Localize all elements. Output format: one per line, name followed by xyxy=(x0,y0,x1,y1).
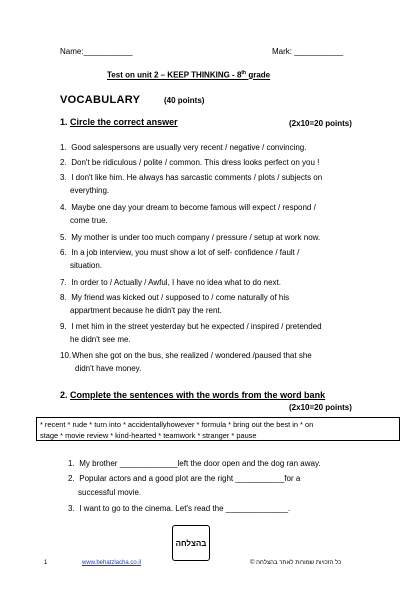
question-text: Good salespersons are usually very recent / negative / convincing. xyxy=(71,143,307,152)
question-text: My mother is under too much company / pressure / setup at work now. xyxy=(71,233,321,242)
question-4-continued: come true. xyxy=(70,216,108,225)
question-number: 3. xyxy=(60,173,67,182)
question-text: I don't like him. He always has sarcastic comments / plots / subjects on xyxy=(71,173,323,182)
question-3-continued: everything. xyxy=(70,186,110,195)
question-text: When she got on the bus, she realized / wondered /paused that she xyxy=(72,351,312,360)
question-9-continued: he didn't see me. xyxy=(70,335,131,344)
question-text: In a job interview, you must show a lot of self- confidence / fault / xyxy=(71,248,300,257)
question-9 xyxy=(60,321,322,333)
question-3 xyxy=(60,172,322,184)
section-1-number: 1. xyxy=(60,117,68,127)
question-8 xyxy=(60,292,289,304)
logo-text: בהצלחה xyxy=(175,538,207,548)
question-number: 1. xyxy=(60,143,67,152)
section-1-points: (2x10=20 points) xyxy=(289,119,352,128)
test-title-sup: th xyxy=(241,70,247,76)
test-title-end: grade xyxy=(246,70,271,80)
question-text: In order to / Actually / Awful, I have no idea what to do next. xyxy=(71,278,281,287)
question-10-continued: didn't have money. xyxy=(75,364,142,373)
question-7 xyxy=(60,277,281,289)
question-number: 2. xyxy=(60,158,67,167)
sentence-number: 3. xyxy=(68,504,75,513)
question-number: 4. xyxy=(60,203,67,212)
question-text: Maybe one day your dream to become famous will expect / respond / xyxy=(71,203,316,212)
page-number: 1 xyxy=(44,560,48,566)
sentence-text: Popular actors and a good plot are the right ___________for a xyxy=(79,474,301,483)
question-5 xyxy=(60,232,320,244)
word-bank-line-2: stage * movie review * kind-hearted * teamwork * stranger * pause xyxy=(40,431,257,440)
sentence-number: 1. xyxy=(68,459,75,468)
sentence-3 xyxy=(68,503,290,515)
section-2-number: 2. xyxy=(60,390,68,400)
sentence-text: My brother _____________left the door open and the dog ran away. xyxy=(79,459,321,468)
question-4 xyxy=(60,202,316,214)
behatzlacha-logo xyxy=(172,525,210,561)
question-6 xyxy=(60,247,299,259)
name-field-label: Name:___________ xyxy=(60,47,133,56)
question-number: 5. xyxy=(60,233,67,242)
section-2-points: (2x10=20 points) xyxy=(289,403,352,412)
question-6-continued: situation. xyxy=(70,261,103,270)
question-number: 8. xyxy=(60,293,67,302)
question-text: Don't be ridiculous / polite / common. This dress looks perfect on you ! xyxy=(71,158,320,167)
sentence-1 xyxy=(68,458,321,470)
sentence-number: 2. xyxy=(68,474,75,483)
question-number: 7. xyxy=(60,278,67,287)
question-text: My friend was kicked out / supposed to / come naturally of his xyxy=(71,293,290,302)
section-1-title: Circle the correct answer xyxy=(70,117,178,127)
question-number: 10. xyxy=(60,351,72,360)
copyright-notice: כל הזכויות שמורות לאתר בהצלחה © xyxy=(250,560,342,566)
website-link[interactable]: www.behatzlacha.co.il xyxy=(82,560,142,566)
sentence-text: I want to go to the cinema. Let's read the ______________. xyxy=(79,504,291,513)
section-1-heading xyxy=(60,117,178,127)
test-title xyxy=(107,70,270,80)
question-number: 9. xyxy=(60,322,67,331)
test-title-main: Test on unit 2 – KEEP THINKING - 8 xyxy=(107,70,242,80)
question-2 xyxy=(60,157,319,169)
vocabulary-points: (40 points) xyxy=(164,96,205,105)
question-text: I met him in the street yesterday but he expected / inspired / pretended xyxy=(71,322,322,331)
section-2-title: Complete the sentences with the words from the word bank xyxy=(70,390,326,400)
question-1 xyxy=(60,142,306,154)
question-8-continued: appartment because he didn't pay the rent. xyxy=(70,306,222,315)
vocabulary-heading: VOCABULARY xyxy=(60,94,141,106)
mark-field-label: Mark: ___________ xyxy=(272,47,344,56)
section-2-heading xyxy=(60,390,325,400)
question-10 xyxy=(60,350,312,362)
word-bank xyxy=(36,417,400,441)
word-bank-line-1: * recent * rude * turn into * accidentallyhowever * formula * bring out the best in * on xyxy=(40,420,314,429)
question-number: 6. xyxy=(60,248,67,257)
sentence-2-continued: successful movie. xyxy=(78,488,142,497)
sentence-2 xyxy=(68,473,300,485)
